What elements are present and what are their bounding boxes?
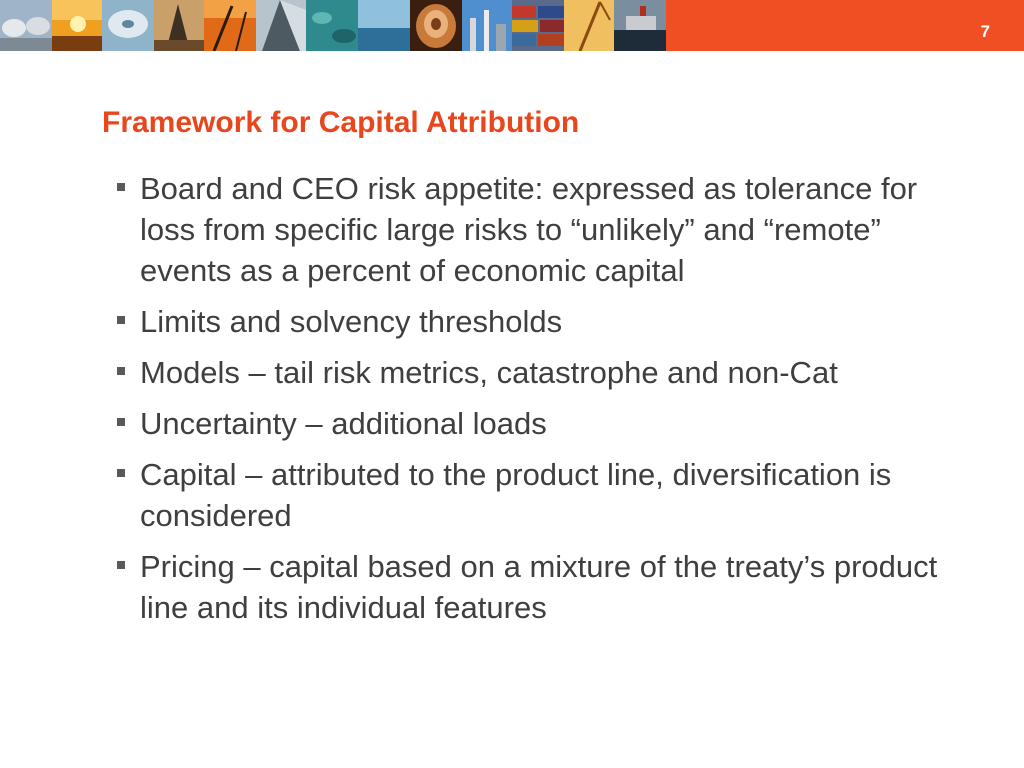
bullet-item [112, 352, 992, 393]
slide-title: Framework for Capital Attribution [102, 106, 580, 139]
square-bullet-icon [117, 183, 125, 191]
square-bullet-icon [117, 367, 125, 375]
bullet-text: Uncertainty – additional loads [140, 406, 547, 441]
ocean-photo [358, 0, 410, 51]
bullet-text: Board and CEO risk appetite: expressed as tolerance for loss from specific large risks to “unlikely” and “remote” events as a percent of economic capital [140, 171, 918, 288]
photo-strip-image [0, 0, 666, 51]
header-accent-bar [666, 0, 1024, 51]
storage-tanks-photo [0, 0, 52, 51]
bullet-text: Limits and solvency thresholds [140, 304, 563, 339]
sunset-photo [52, 0, 102, 51]
bullet-text: Models – tail risk metrics, catastrophe and non-Cat [140, 355, 838, 390]
square-bullet-icon [117, 469, 125, 477]
bullet-item [112, 168, 992, 291]
bullet-item [112, 546, 992, 628]
bullet-item [112, 454, 992, 536]
square-bullet-icon [117, 561, 125, 569]
containers-photo [512, 0, 564, 51]
photo-strip [0, 0, 666, 51]
crane-photo [564, 0, 614, 51]
skyscraper-photo [256, 0, 306, 51]
square-bullet-icon [117, 418, 125, 426]
brain-scan-photo [410, 0, 462, 51]
power-line-photo [204, 0, 256, 51]
ship-photo [614, 0, 666, 51]
header-band [0, 0, 1024, 51]
bullet-text: Capital – attributed to the product line, diversification is considered [140, 457, 892, 533]
bullet-item [112, 403, 992, 444]
water-photo [306, 0, 358, 51]
bullet-item [112, 301, 992, 342]
hurricane-photo [102, 0, 154, 51]
oil-rig-photo [154, 0, 204, 51]
square-bullet-icon [117, 316, 125, 324]
page-number: 7 [980, 22, 990, 41]
refinery-photo [462, 0, 512, 51]
bullet-list [112, 168, 992, 638]
bullet-text: Pricing – capital based on a mixture of the treaty’s product line and its individual features [140, 549, 938, 625]
